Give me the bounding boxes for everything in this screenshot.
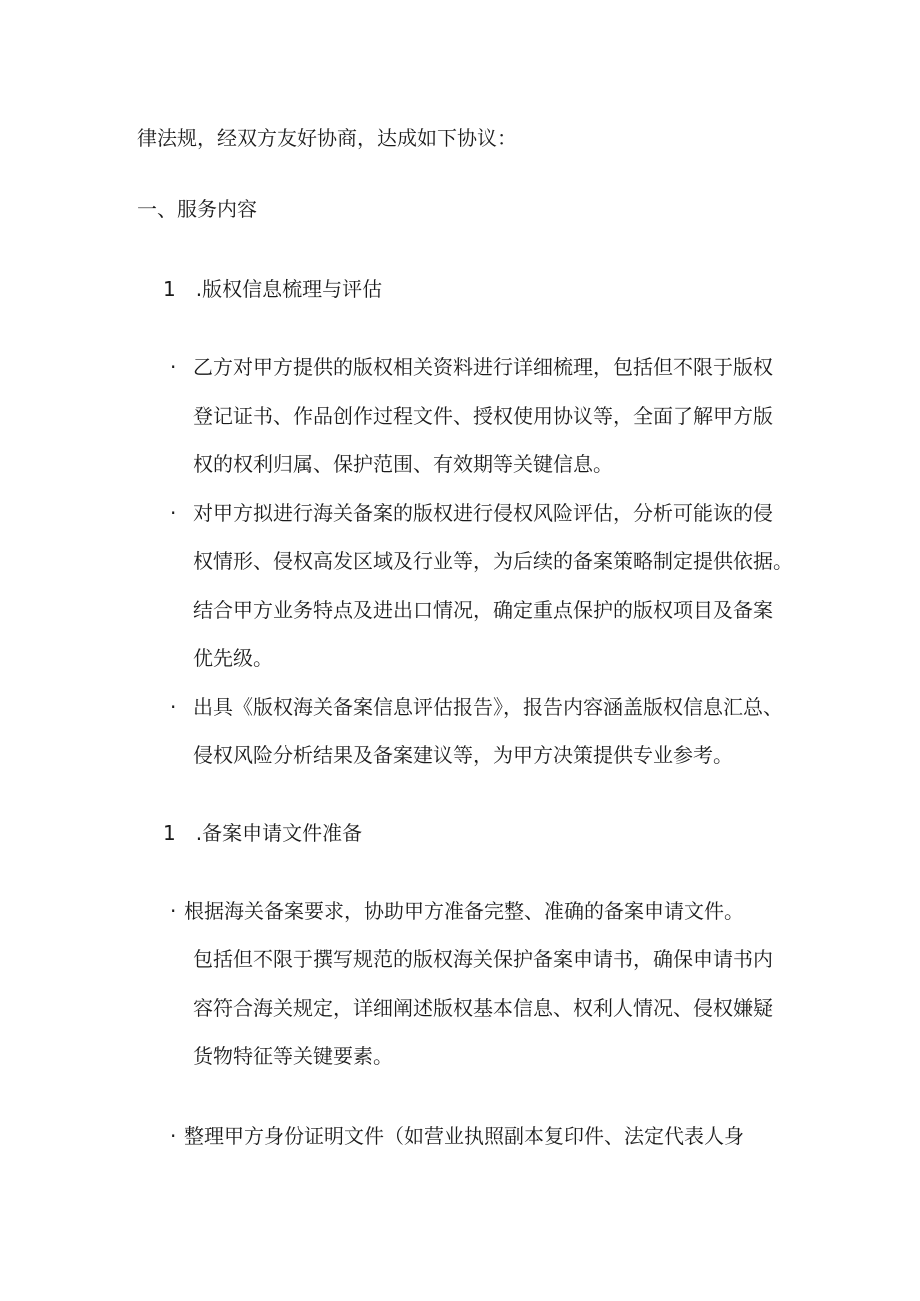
list-item-line: 包括但不限于撰写规范的版权海关保护备案申请书，确保申请书内	[193, 947, 773, 971]
bullet-marker: ·	[170, 501, 177, 525]
bullet-marker: ·	[170, 1124, 177, 1148]
subsection-title: 1 .备案申请文件准备	[163, 821, 363, 845]
bullet-marker: ·	[170, 695, 177, 719]
list-item-line: 对甲方拟进行海关备案的版权进行侵权风险评估，分析可能诙的侵	[193, 501, 773, 525]
list-item-line: 货物特征等关键要素。	[193, 1044, 393, 1068]
list-item-line: 出具《版权海关备案信息评估报告》，报告内容涵盖版权信息汇总、	[193, 695, 783, 719]
list-item-line: 权情形、侵权高发区域及行业等，为后续的备案策略制定提供依据。	[193, 549, 793, 573]
list-item-line: 整理甲方身份证明文件（如营业执照副本复印件、法定代表人身	[184, 1124, 744, 1148]
list-item-line: 侵权风险分析结果及备案建议等，为甲方决策提供专业参考。	[193, 743, 733, 767]
list-item-line: 权的权利归属、保护范围、有效期等关键信息。	[193, 452, 613, 476]
intro-paragraph: 律法规，经双方友好协商，达成如下协议：	[137, 126, 517, 150]
section-heading: 一、服务内容	[137, 197, 257, 221]
list-item-line: 容符合海关规定，详细阐述版权基本信息、权利人情况、侵权嫌疑	[193, 996, 773, 1020]
list-item-line: 登记证书、作品创作过程文件、授权使用协议等，全面了解甲方版	[193, 404, 773, 428]
bullet-marker: ·	[170, 355, 177, 379]
subsection-title: 1 .版权信息梳理与评估	[163, 277, 383, 301]
bullet-marker: ·	[170, 899, 177, 923]
list-item-line: 乙方对甲方提供的版权相关资料进行详细梳理，包括但不限于版权	[193, 355, 773, 379]
list-item-line: 优先级。	[193, 646, 273, 670]
list-item-line: 根据海关备案要求，协助甲方准备完整、准确的备案申请文件。	[184, 899, 744, 923]
list-item-line: 结合甲方业务特点及进出口情况，确定重点保护的版权项目及备案	[193, 598, 773, 622]
